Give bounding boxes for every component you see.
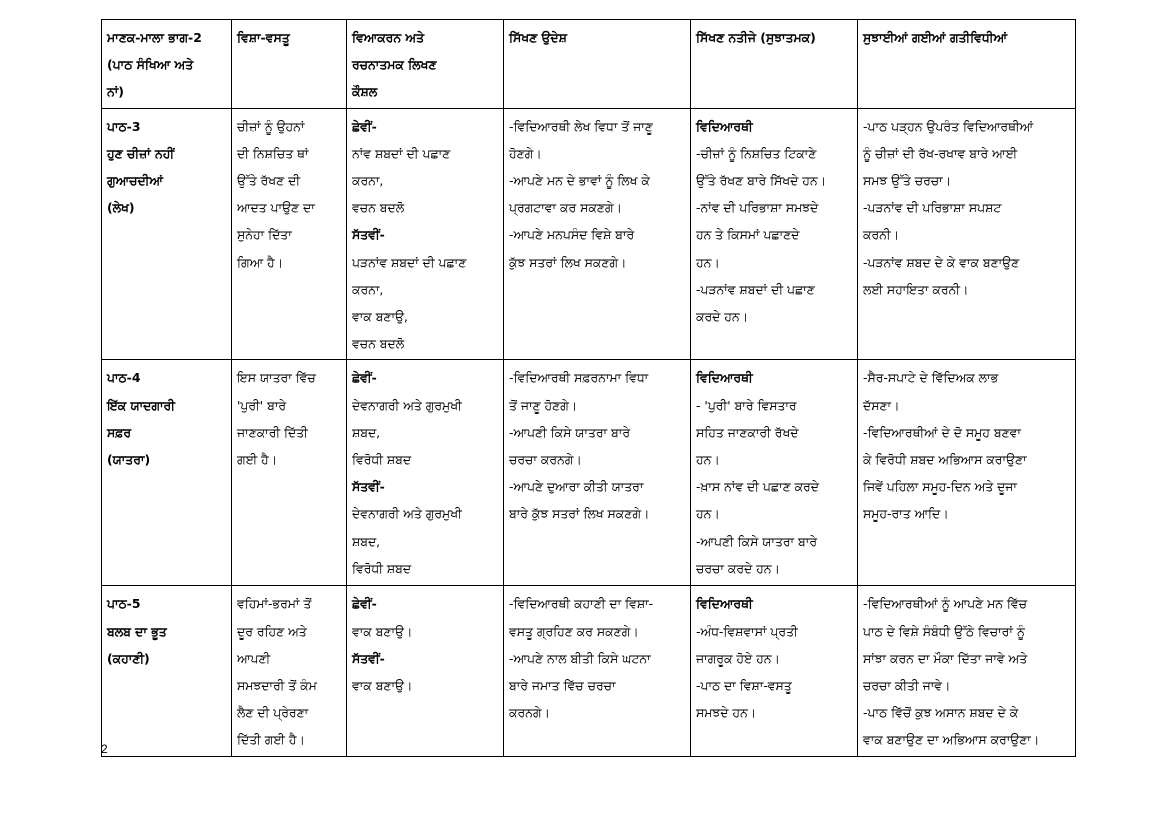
cell-line: ਦੇਵਨਾਗਰੀ ਅਤੇ ਗੁਰਮੁਖੀ (352, 506, 462, 522)
cell-line: -ਨਾਂਵ ਦੀ ਪਰਿਭਾਸ਼ਾ ਸਮਝਦੇ (696, 200, 819, 216)
page-number: 2 (101, 742, 108, 756)
cell-line: ਸਮੂਹ-ਰਾਤ ਆਦਿ। (863, 506, 949, 522)
cell-line: -ਆਪਣੇ ਨਾਲ ਬੀਤੀ ਕਿਸੇ ਘਟਨਾ (509, 650, 651, 666)
cell-line: ਦੱਸਣਾ। (863, 397, 900, 413)
cell-line: -ਆਪਣੀ ਕਿਸੇ ਯਾਤਰਾ ਬਾਰੇ (509, 424, 630, 440)
objectives-cell (504, 586, 691, 756)
header-row (102, 20, 1076, 109)
cell-line: ਵਾਕ ਬਣਾਉ। (352, 678, 413, 694)
cell-line: -ਅੰਧ-ਵਿਸ਼ਵਾਸਾਂ ਪ੍ਰਤੀ (696, 623, 798, 639)
cell-line: ਚਰਚਾ ਕੀਤੀ ਜਾਵੇ। (863, 678, 951, 694)
content-cell (232, 360, 347, 586)
cell-line: ਵਿਦਿਆਰਥੀ (696, 370, 753, 386)
cell-line: ਰਚਨਾਤਮਕ ਲਿਖਣ (352, 57, 437, 73)
cell-line: ਕੁੱਝ ਸਤਰਾਂ ਲਿਖ ਸਕਣਗੇ। (509, 254, 627, 270)
cell-line: ਕੌਸ਼ਲ (352, 84, 378, 100)
header-objectives (504, 20, 691, 109)
cell-line: ਕੇ ਵਿਰੋਧੀ ਸ਼ਬਦ ਅਭਿਆਸ ਕਰਾਉਣਾ (863, 452, 1027, 468)
cell-line: ਸੁਝਾਈਆਂ ਗਈਆਂ ਗਤੀਵਿਧੀਆਂ (863, 30, 1007, 45)
cell-line: ਵਹਿਮਾਂ-ਭਰਮਾਂ ਤੋਂ (237, 596, 312, 612)
cell-line: ਬਾਰੇ ਜਮਾਤ ਵਿੱਚ ਚਰਚਾ (509, 678, 616, 694)
cell-line: ਦੇਵਨਾਗਰੀ ਅਤੇ ਗੁਰਮੁਖੀ (352, 397, 462, 413)
cell-line: ਗਿਆ ਹੈ। (237, 254, 283, 270)
cell-line: ਕਰਨੀ। (863, 227, 899, 243)
cell-line: ਸ਼ਬਦ, (352, 424, 381, 440)
cell-line: ਪ੍ਰਗਟਾਵਾ ਕਰ ਸਕਣਗੇ। (509, 200, 622, 216)
lesson-cell (102, 360, 232, 586)
cell-line: ਚਰਚਾ ਕਰਨਗੇ। (509, 452, 582, 468)
outcomes-cell (691, 360, 858, 586)
cell-line: ਛੇਵੀਂ- (352, 370, 377, 386)
table-row (102, 586, 1076, 756)
cell-line: ਵਾਕ ਬਣਾਉ, (352, 309, 408, 325)
table-row (102, 108, 1076, 360)
cell-line: -ਵਿਦਿਆਰਥੀਆਂ ਨੂੰ ਆਪਣੇ ਮਨ ਵਿੱਚ (863, 596, 1028, 612)
cell-line: ਲਈ ਸਹਾਇਤਾ ਕਰਨੀ। (863, 281, 969, 297)
cell-line: ਮਾਣਕ-ਮਾਲਾ ਭਾਗ-2 (107, 30, 202, 45)
cell-line: ਕਰਨਾ, (352, 281, 384, 297)
cell-line: ਛੇਵੀਂ- (352, 118, 377, 134)
cell-line: ਦੂਰ ਰਹਿਣ ਅਤੇ (237, 623, 307, 639)
activities-cell (858, 586, 1076, 756)
cell-line: ਵਿਸ਼ਾ-ਵਸਤੂ (237, 30, 290, 45)
cell-line: ਜਾਣਕਾਰੀ ਦਿੱਤੀ (237, 424, 308, 440)
cell-line: ਸਮਝਦੇ ਹਨ। (696, 705, 757, 721)
cell-line: -ਖ਼ਾਸ ਨਾਂਵ ਦੀ ਪਛਾਣ ਕਰਦੇ (696, 479, 819, 495)
cell-line: ਸਿੱਖਣ ਉਦੇਸ਼ (509, 30, 567, 45)
cell-line: -ਪੜਨਾਂਵ ਸ਼ਬਦ ਦੇ ਕੇ ਵਾਕ ਬਣਾਉਣ (863, 254, 1020, 270)
cell-line: ਚਰਚਾ ਕਰਦੇ ਹਨ। (696, 560, 780, 576)
cell-line: ਸੱਤਵੀਂ- (352, 227, 385, 243)
cell-line: -ਸੈਰ-ਸਪਾਟੇ ਦੇ ਵਿੱਦਿਅਕ ਲਾਭ (863, 370, 999, 386)
cell-line: ਚੀਜ਼ਾਂ ਨੂੰ ਉਹਨਾਂ (237, 118, 305, 134)
cell-line: ਦੀ ਨਿਸ਼ਚਿਤ ਥਾਂ (237, 145, 309, 161)
cell-line: ਗੁਆਚਦੀਆਂ (107, 173, 163, 189)
cell-line: ਉੱਤੇ ਰੱਖਣ ਦੀ (237, 173, 301, 189)
grammar-cell (347, 360, 504, 586)
cell-line: ਲੈਣ ਦੀ ਪ੍ਰੇਰਣਾ (237, 705, 309, 721)
cell-line: ਕਰਨਗੇ। (509, 705, 550, 721)
cell-line: ਉੱਤੇ ਰੱਖਣ ਬਾਰੇ ਸਿੱਖਦੇ ਹਨ। (696, 173, 827, 189)
cell-line: ਕਰਨਾ, (352, 173, 384, 189)
cell-line: -ਆਪਣੇ ਮਨਪਸੰਦ ਵਿਸ਼ੇ ਬਾਰੇ (509, 227, 635, 243)
cell-line: -ਆਪਣੀ ਕਿਸੇ ਯਾਤਰਾ ਬਾਰੇ (696, 533, 817, 549)
objectives-cell (504, 108, 691, 360)
cell-line: - 'ਪੁਰੀ' ਬਾਰੇ ਵਿਸਤਾਰ (696, 397, 797, 413)
cell-line: (ਪਾਠ ਸੰਖਿਆ ਅਤੇ (107, 57, 194, 73)
cell-line: ਪਾਠ-4 (107, 370, 141, 386)
cell-line: ਜਿਵੇਂ ਪਹਿਲਾ ਸਮੂਹ-ਦਿਨ ਅਤੇ ਦੂਜਾ (863, 479, 1017, 495)
outcomes-cell (691, 586, 858, 756)
cell-line: ਸਾਂਝਾ ਕਰਨ ਦਾ ਮੌਕਾ ਦਿੱਤਾ ਜਾਵੇ ਅਤੇ (863, 650, 1028, 666)
content-cell (232, 586, 347, 756)
cell-line: ਹਨ। (696, 452, 720, 468)
cell-line: ਵਿਦਿਆਰਥੀ (696, 596, 753, 612)
grammar-cell (347, 108, 504, 360)
cell-line: -ਚੀਜ਼ਾਂ ਨੂੰ ਨਿਸ਼ਚਿਤ ਟਿਕਾਣੇ (696, 145, 817, 161)
cell-line: ਇੱਕ ਯਾਦਗਾਰੀ (107, 397, 175, 413)
header-activities (858, 20, 1076, 109)
cell-line: ਕਰਦੇ ਹਨ। (696, 309, 748, 325)
cell-line: -ਵਿਦਿਆਰਥੀ ਕਹਾਣੀ ਦਾ ਵਿਸ਼ਾ- (509, 596, 654, 612)
cell-line: ਵਿਦਿਆਰਥੀ (696, 118, 753, 134)
cell-line: ਵਚਨ ਬਦਲੋ (352, 200, 405, 216)
cell-line: ਪੜਨਾਂਵ ਸ਼ਬਦਾਂ ਦੀ ਪਛਾਣ (352, 254, 467, 270)
cell-line: (ਕਹਾਣੀ) (107, 650, 150, 666)
lesson-cell (102, 586, 232, 756)
table-row (102, 360, 1076, 586)
cell-line: ਹਨ ਤੇ ਕਿਸਮਾਂ ਪਛਾਣਦੇ (696, 227, 800, 243)
cell-line: ਵਸਤੂ ਗ੍ਰਹਿਣ ਕਰ ਸਕਣਗੇ। (509, 623, 639, 639)
cell-line: ਇਸ ਯਾਤਰਾ ਵਿੱਚ (237, 370, 316, 386)
objectives-cell (504, 360, 691, 586)
cell-line: ਹਨ। (696, 254, 720, 270)
cell-line: ਵਿਰੋਧੀ ਸ਼ਬਦ (352, 560, 412, 576)
lesson-cell (102, 108, 232, 360)
cell-line: ਸਹਿਤ ਜਾਣਕਾਰੀ ਰੱਖਦੇ (696, 424, 799, 440)
cell-line: -ਪਾਠ ਵਿੱਚੋਂ ਕੁਝ ਅਸਾਨ ਸ਼ਬਦ ਦੇ ਕੇ (863, 705, 1019, 721)
cell-line: ਹੁਣ ਚੀਜ਼ਾਂ ਨਹੀਂ (107, 145, 175, 161)
cell-line: 'ਪੁਰੀ' ਬਾਰੇ (237, 397, 287, 413)
cell-line: -ਵਿਦਿਆਰਥੀਆਂ ਦੇ ਦੋ ਸਮੂਹ ਬਣਵਾ (863, 424, 1021, 440)
cell-line: ਹੋਣਗੇ। (509, 145, 542, 161)
cell-line: ਪਾਠ-5 (107, 596, 141, 612)
cell-line: ਨਾਂ) (107, 84, 124, 100)
content-cell (232, 108, 347, 360)
cell-line: ਆਦਤ ਪਾਉਣ ਦਾ (237, 200, 315, 216)
cell-line: ਬਲਬ ਦਾ ਭੂਤ (107, 623, 167, 639)
header-content (232, 20, 347, 109)
cell-line: ਦਿੱਤੀ ਗਈ ਹੈ। (237, 732, 305, 748)
cell-line: ਜਾਗਰੂਕ ਹੋਏ ਹਨ। (696, 650, 780, 666)
cell-line: ਪਾਠ-3 (107, 118, 141, 134)
header-outcomes (691, 20, 858, 109)
cell-line: ਆਪਣੀ (237, 650, 271, 666)
cell-line: ਸੁਨੇਹਾ ਦਿੱਤਾ (237, 227, 292, 243)
cell-line: ਵਾਕ ਬਣਾਉਣ ਦਾ ਅਭਿਆਸ ਕਰਾਉਣਾ। (863, 732, 1040, 748)
cell-line: ਸਮਝ ਉੱਤੇ ਚਰਚਾ। (863, 173, 952, 189)
cell-line: -ਵਿਦਿਆਰਥੀ ਲੇਖ ਵਿਧਾ ਤੋਂ ਜਾਣੂ (509, 118, 653, 134)
cell-line: ਬਾਰੇ ਕੁੱਝ ਸਤਰਾਂ ਲਿਖ ਸਕਣਗੇ। (509, 506, 650, 522)
cell-line: ਛੇਵੀਂ- (352, 596, 377, 612)
outcomes-cell (691, 108, 858, 360)
header-lesson (102, 20, 232, 109)
cell-line: ਗਈ ਹੈ। (237, 452, 278, 468)
cell-line: ਵਾਕ ਬਣਾਉ। (352, 623, 413, 639)
cell-line: -ਪੜਨਾਂਵ ਦੀ ਪਰਿਭਾਸ਼ਾ ਸਪਸ਼ਟ (863, 200, 1002, 216)
cell-line: -ਪਾਠ ਦਾ ਵਿਸ਼ਾ-ਵਸਤੂ (696, 678, 792, 694)
cell-line: ਹਨ। (696, 506, 720, 522)
cell-line: -ਪੜਨਾਂਵ ਸ਼ਬਦਾਂ ਦੀ ਪਛਾਣ (696, 281, 815, 297)
cell-line: ਤੋਂ ਜਾਣੂ ਹੋਣਗੇ। (509, 397, 578, 413)
activities-cell (858, 360, 1076, 586)
cell-line: ਵਿਆਕਰਨ ਅਤੇ (352, 30, 425, 45)
cell-line: -ਵਿਦਿਆਰਥੀ ਸਫ਼ਰਨਾਮਾ ਵਿਧਾ (509, 370, 649, 386)
cell-line: -ਆਪਣੇ ਦੁਆਰਾ ਕੀਤੀ ਯਾਤਰਾ (509, 479, 644, 495)
cell-line: ਵਚਨ ਬਦਲੋ (352, 336, 405, 352)
cell-line: -ਪਾਠ ਪੜ੍ਹਨ ਉਪਰੰਤ ਵਿਦਿਆਰਥੀਆਂ (863, 118, 1034, 134)
cell-line: ਸਫ਼ਰ (107, 424, 132, 440)
activities-cell (858, 108, 1076, 360)
table-body (102, 108, 1076, 756)
cell-line: (ਲੇਖ) (107, 200, 135, 216)
cell-line: ਸੱਤਵੀਂ- (352, 479, 385, 495)
cell-line: (ਯਾਤਰਾ) (107, 452, 151, 468)
cell-line: ਨੂੰ ਚੀਜ਼ਾਂ ਦੀ ਰੱਖ-ਰਖਾਵ ਬਾਰੇ ਆਈ (863, 145, 1018, 161)
cell-line: ਪਾਠ ਦੇ ਵਿਸ਼ੇ ਸੰਬੰਧੀ ਉੱਠੇ ਵਿਚਾਰਾਂ ਨੂੰ (863, 623, 1025, 639)
cell-line: ਸਿੱਖਣ ਨਤੀਜੇ (ਸੁਝਾਤਮਕ) (696, 30, 816, 45)
grammar-cell (347, 586, 504, 756)
cell-line: ਸੱਤਵੀਂ- (352, 650, 385, 666)
cell-line: ਸ਼ਬਦ, (352, 533, 381, 549)
cell-line: -ਆਪਣੇ ਮਨ ਦੇ ਭਾਵਾਂ ਨੂੰ ਲਿਖ ਕੇ (509, 173, 650, 189)
curriculum-table (101, 19, 1076, 757)
cell-line: ਨਾਂਵ ਸ਼ਬਦਾਂ ਦੀ ਪਛਾਣ (352, 145, 451, 161)
cell-line: ਸਮਝਦਾਰੀ ਤੋਂ ਕੰਮ (237, 678, 317, 694)
cell-line: ਵਿਰੋਧੀ ਸ਼ਬਦ (352, 452, 412, 468)
header-grammar (347, 20, 504, 109)
